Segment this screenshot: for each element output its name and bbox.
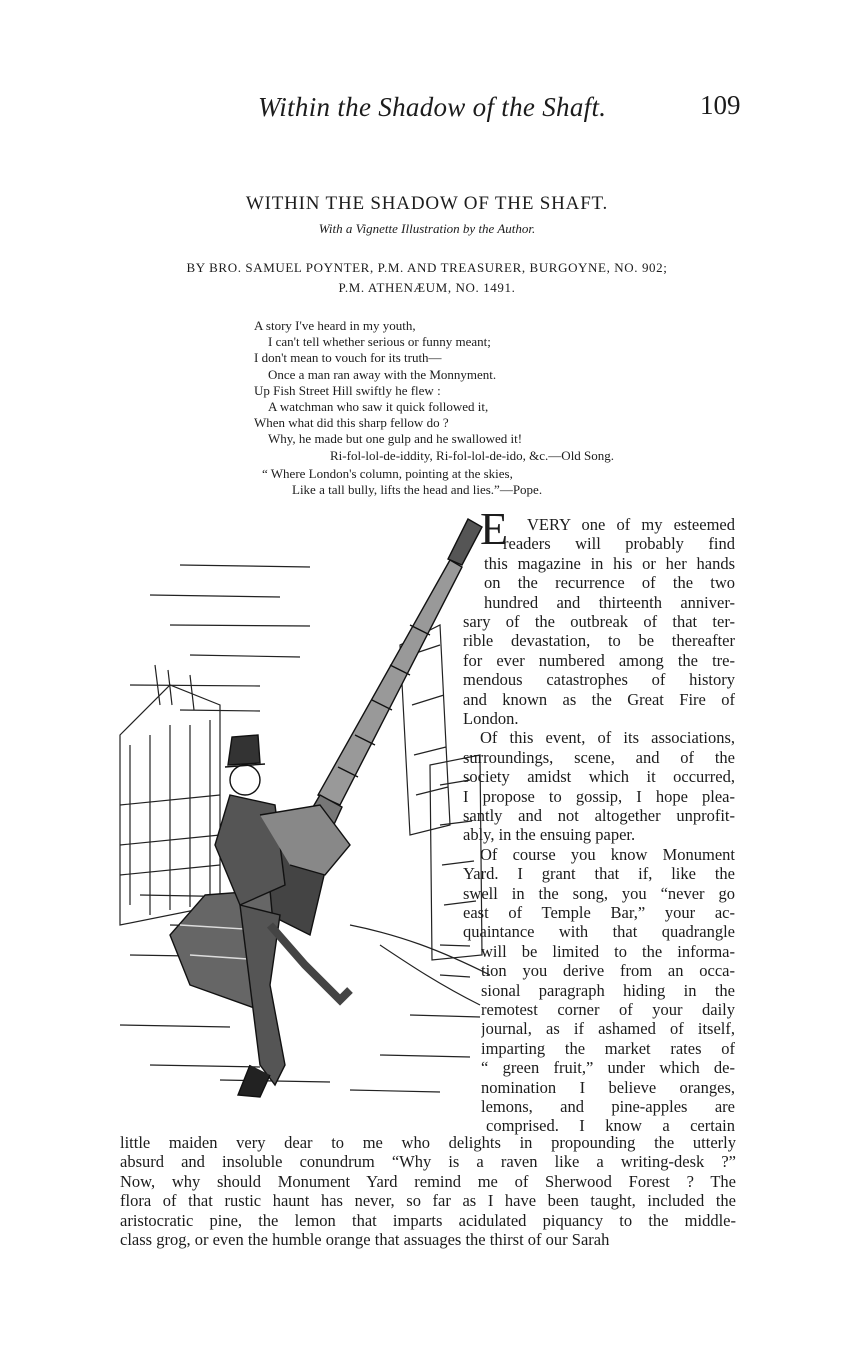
body-line: class grog, or even the humble orange that assuages the thirst of our Sarah — [120, 1229, 610, 1249]
column-line: journal, as if ashamed of itself, — [481, 1019, 735, 1039]
column-line: society amidst which it occurred, — [463, 767, 735, 787]
poem-line: I don't mean to vouch for its truth— — [254, 350, 442, 366]
column-line: sional paragraph hiding in the — [481, 980, 735, 1000]
poem-line: Up Fish Street Hill swiftly he flew : — [254, 382, 441, 398]
column-line: lemons, and pine-apples are — [481, 1097, 735, 1116]
body-line: little maiden very dear to me who delights in propounding the utterly — [120, 1133, 736, 1152]
column-line: on the recurrence of the two — [484, 573, 735, 593]
column-line: London. — [463, 709, 519, 728]
poem-line: Once a man ran away with the Monnyment. — [268, 366, 497, 382]
byline-line: P.M. ATHENÆUM, NO. 1491. — [338, 280, 516, 295]
epigraph-line: Like a tall bully, lifts the head and lies.”—Pope. — [292, 482, 543, 497]
column-line: surroundings, scene, and of the — [463, 747, 735, 767]
column-line: imparting the market rates of — [481, 1038, 735, 1058]
column-line: readers will probably find — [503, 534, 735, 554]
column-line: sary of the outbreak of that ter- — [463, 612, 735, 631]
article-subtitle: With a Vignette Illustration by the Author. — [318, 221, 536, 236]
poem-epigraph — [254, 318, 714, 464]
column-line: this magazine in his or her hands — [484, 553, 735, 573]
poem-line: Ri-fol-lol-de-iddity, Ri-fol-lol-de-ido, &c.—Old Song. — [330, 447, 615, 463]
column-line: VERY one of my esteemed — [527, 515, 735, 534]
body-line: flora of that rustic haunt has never, so far as I have been taught, included the — [120, 1191, 736, 1211]
poem-line: I can't tell whether serious or funny meant; — [268, 334, 491, 350]
column-line: I propose to gossip, I hope plea- — [463, 786, 735, 806]
column-line: Of this event, of its associations, — [480, 728, 735, 748]
vignette-illustration — [110, 505, 490, 1125]
body-line: Now, why should Monument Yard remind me of Sherwood Forest ? The — [120, 1171, 736, 1191]
body-line: absurd and insoluble conundrum “Why is a raven like a writing-desk ?” — [120, 1152, 736, 1172]
column-line: tion you derive from an occa- — [481, 961, 735, 981]
article-body-text — [120, 1133, 736, 1249]
column-line: and known as the Great Fire of — [463, 689, 735, 709]
column-line: for ever numbered among the tre- — [463, 650, 735, 670]
running-head: Within the Shadow of the Shaft. — [258, 92, 607, 122]
column-line: hundred and thirteenth anniver- — [484, 592, 735, 612]
column-line: comprised. I know a certain — [486, 1116, 735, 1136]
column-line: Of course you know Monument — [480, 844, 735, 864]
column-line: santly and not altogether unprofit- — [463, 806, 735, 825]
column-line: “ green fruit,” under which de- — [481, 1058, 735, 1078]
column-line: quaintance with that quadrangle — [463, 922, 735, 942]
column-line: east of Temple Bar,” your ac- — [463, 903, 735, 922]
poem-line: When what did this sharp fellow do ? — [254, 415, 449, 431]
column-line: Yard. I grant that if, like the — [463, 864, 735, 884]
column-line: ably, in the ensuing paper. — [463, 825, 636, 845]
body-line: aristocratic pine, the lemon that imparts acidulated piquancy to the middle- — [120, 1210, 736, 1230]
page-number: 109 — [700, 90, 741, 120]
epigraph-line: “ Where London's column, pointing at the skies, — [262, 466, 513, 481]
byline — [120, 258, 734, 298]
poem-line: A story I've heard in my youth, — [254, 318, 416, 333]
pope-epigraph — [262, 466, 722, 498]
byline-line: BY BRO. SAMUEL POYNTER, P.M. AND TREASURER, BURGOYNE, NO. 902; — [186, 260, 668, 275]
column-line: rible devastation, to be thereafter — [463, 631, 735, 651]
column-line: will be limited to the informa- — [481, 941, 735, 961]
column-line: remotest corner of your daily — [481, 1000, 735, 1019]
poem-line: Why, he made but one gulp and he swallowed it! — [268, 431, 523, 447]
article-title: WITHIN THE SHADOW OF THE SHAFT. — [245, 193, 609, 214]
column-line: nomination I believe oranges, — [481, 1077, 735, 1097]
column-line: mendous catastrophes of history — [463, 670, 735, 690]
column-line: swell in the song, you “never go — [463, 883, 735, 903]
drop-cap: E — [480, 503, 509, 554]
poem-line: A watchman who saw it quick followed it, — [268, 398, 489, 414]
